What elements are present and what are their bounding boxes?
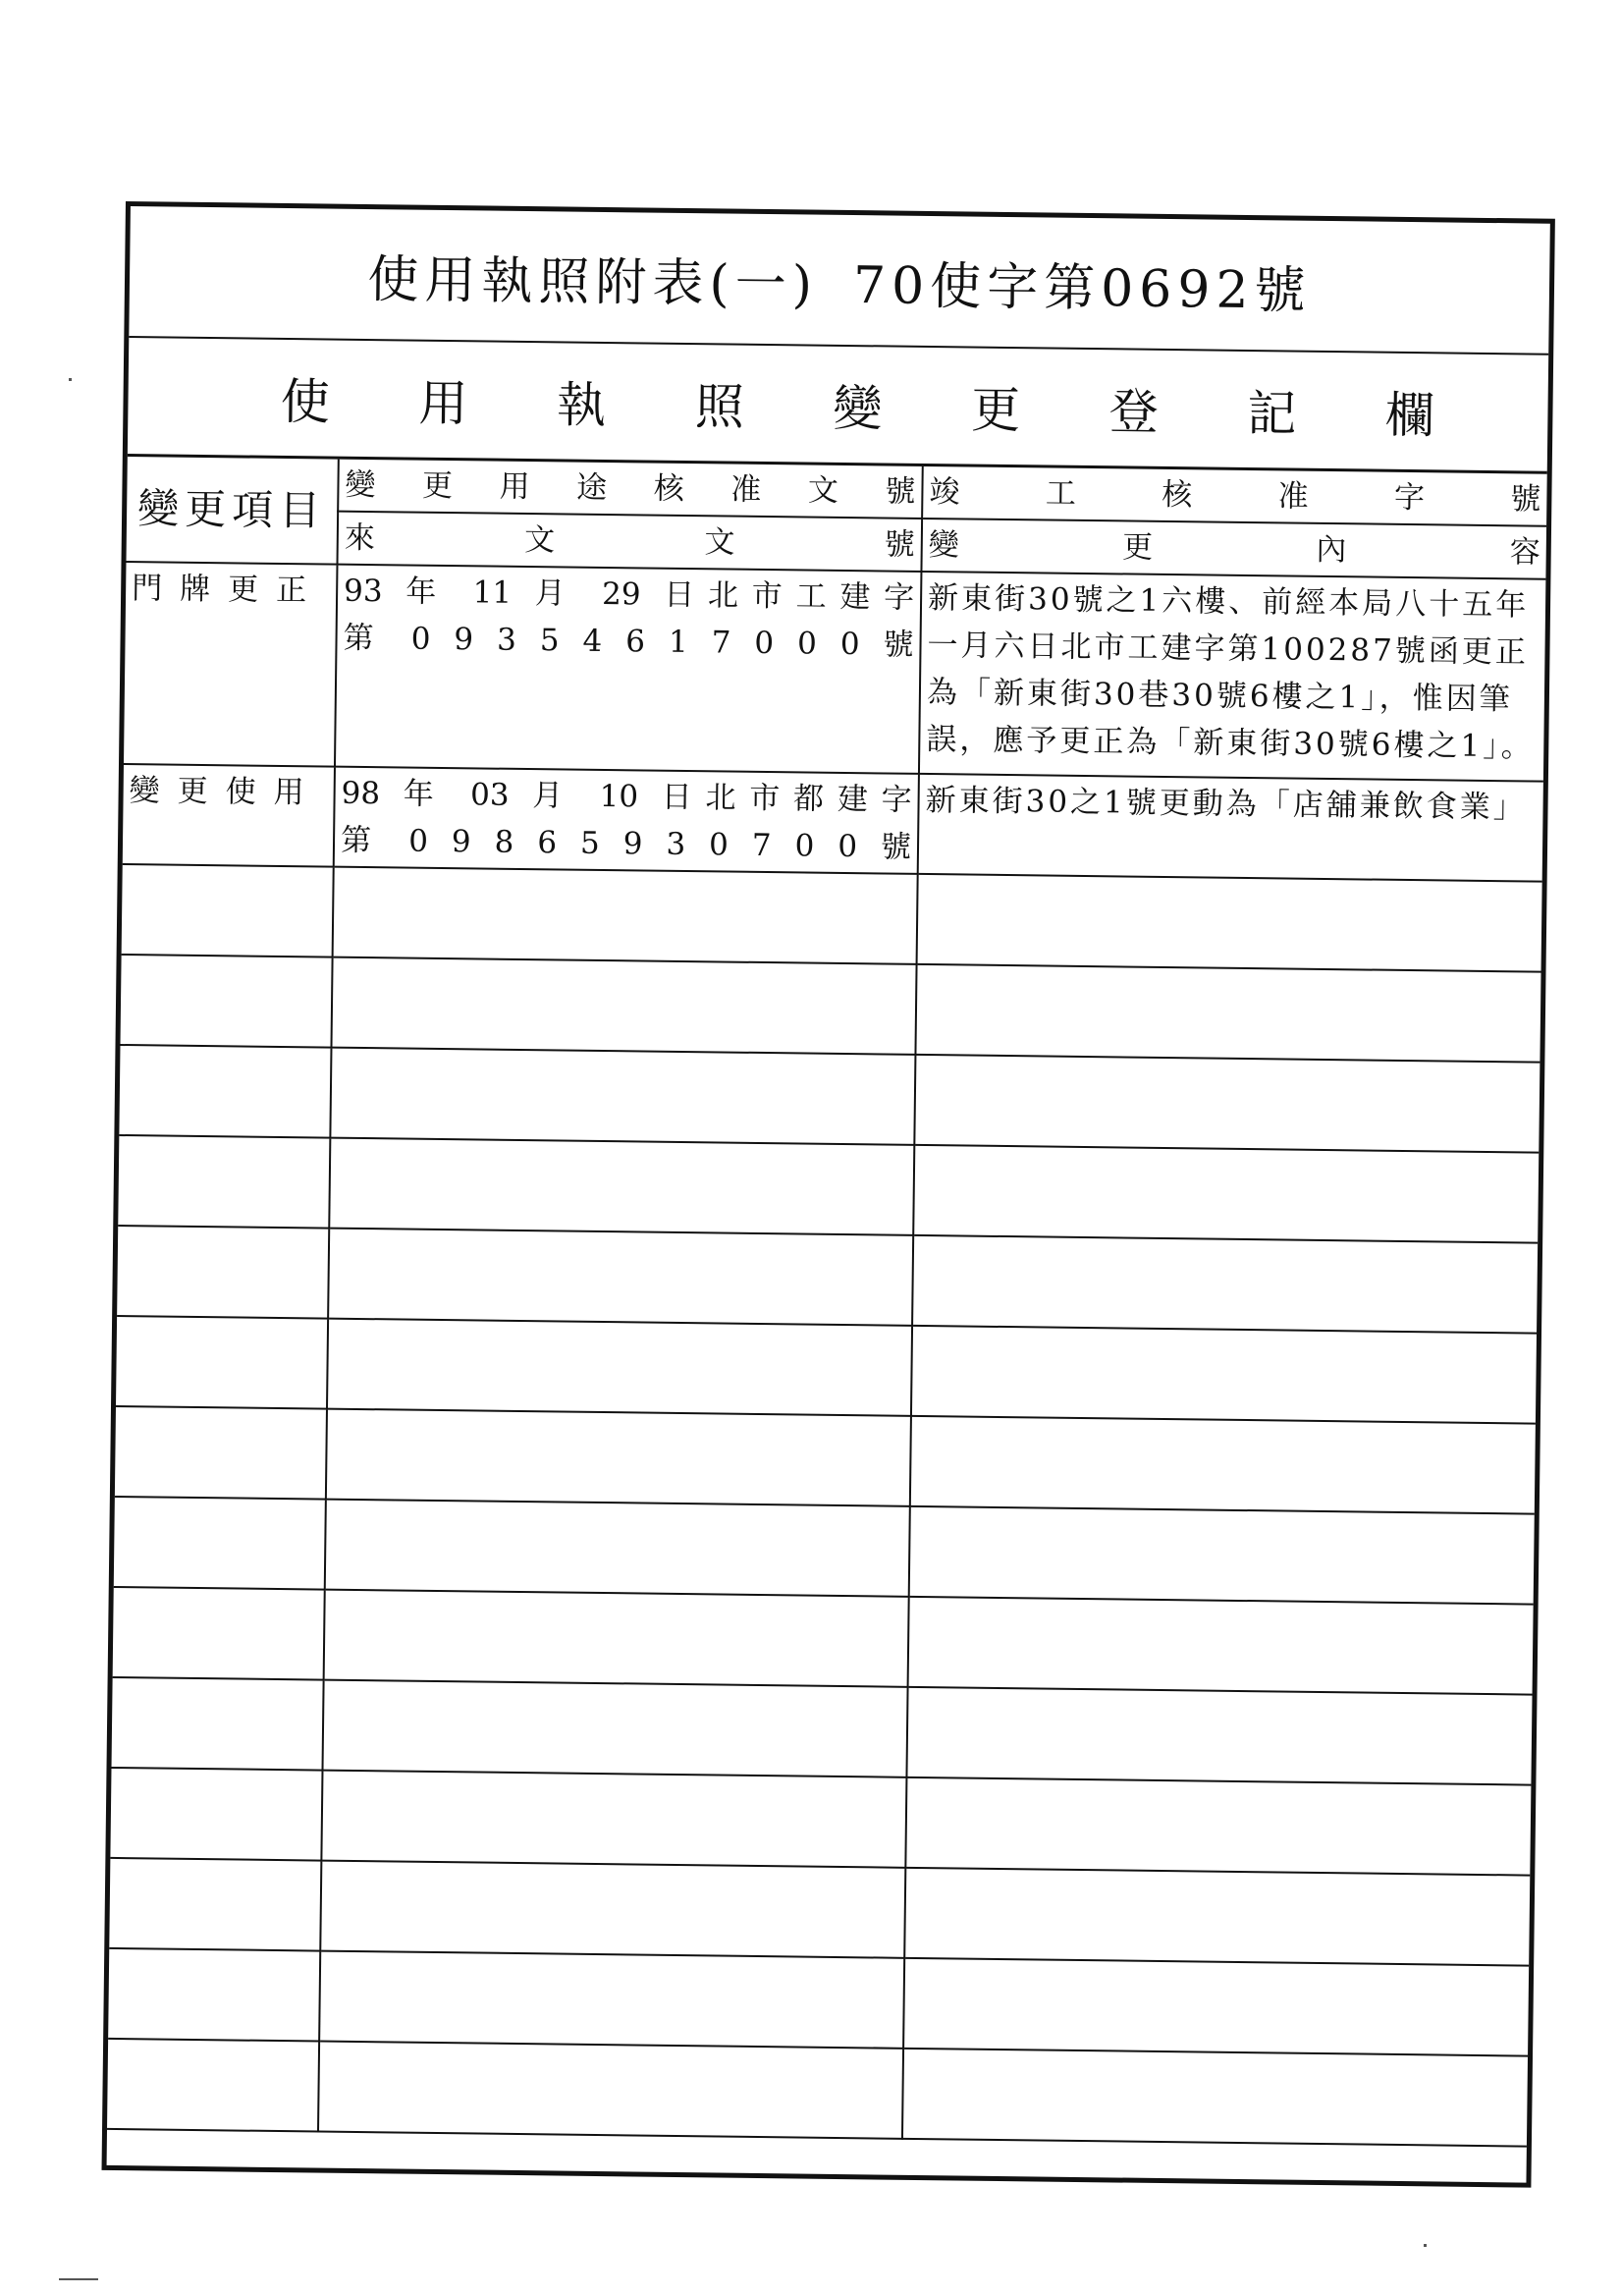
form-license-number: 70使字第0692號 [852, 255, 1312, 321]
empty-row [119, 1045, 1540, 1153]
empty-row [121, 955, 1541, 1063]
empty-row [113, 1587, 1534, 1695]
empty-cell [117, 1226, 329, 1319]
empty-cell [905, 1777, 1531, 1876]
header-char: 更 [421, 467, 454, 505]
license-attachment-form [102, 201, 1555, 2188]
empty-cell [915, 964, 1540, 1063]
empty-row [114, 1497, 1535, 1605]
empty-row [109, 1858, 1530, 1966]
empty-row [115, 1406, 1536, 1514]
header-approval-doc-number [338, 460, 923, 519]
empty-cell [904, 1868, 1530, 1966]
header-char: 容 [1509, 534, 1540, 571]
empty-cell [114, 1497, 326, 1590]
empty-cell [324, 1590, 909, 1687]
empty-cell [325, 1500, 910, 1597]
empty-cell [908, 1597, 1534, 1695]
header-change-content [921, 519, 1546, 579]
empty-row [116, 1316, 1537, 1424]
empty-cell [331, 957, 916, 1055]
empty-row [107, 2039, 1528, 2147]
empty-cell [327, 1319, 912, 1416]
header-char: 竣 [929, 474, 960, 511]
empty-cell [115, 1406, 327, 1500]
empty-cell [909, 1506, 1535, 1605]
empty-cell [319, 1951, 904, 2049]
empty-cell [119, 1045, 331, 1138]
empty-cell [903, 1958, 1529, 2056]
header-char: 途 [575, 469, 608, 507]
empty-cell [917, 874, 1542, 972]
empty-cell [910, 1416, 1536, 1514]
header-char: 准 [730, 471, 762, 508]
record-item-label: 門牌更正 [131, 571, 325, 609]
header-char: 變 [928, 527, 960, 564]
empty-cell [330, 1048, 915, 1145]
record-doc-line2: 第 0 9 3 5 4 6 1 7 0 0 0 號 [343, 620, 914, 663]
record-doc-number [334, 767, 919, 874]
subtitle-char: 記 [1247, 384, 1297, 443]
empty-cell [913, 1145, 1539, 1243]
subtitle-char: 照 [694, 378, 745, 436]
record-doc-number [335, 565, 921, 774]
subtitle-char: 執 [556, 376, 607, 434]
empty-cell [107, 2039, 319, 2132]
empty-cell [326, 1409, 911, 1506]
subtitle-char: 欄 [1384, 386, 1435, 445]
header-char: 號 [884, 526, 915, 563]
empty-cell [109, 1858, 321, 1951]
scan-mark [59, 2278, 98, 2280]
empty-cell [113, 1587, 325, 1680]
form-title [129, 206, 1550, 355]
header-char: 文 [523, 521, 556, 559]
empty-row [122, 864, 1542, 972]
empty-row [108, 1948, 1529, 2056]
empty-cell [320, 1861, 905, 1958]
empty-row [110, 1768, 1531, 1876]
empty-cell [110, 1768, 322, 1861]
empty-cell [121, 955, 333, 1048]
empty-cell [122, 864, 334, 957]
header-completion-number [922, 466, 1547, 526]
empty-cell [914, 1055, 1540, 1153]
empty-cell [902, 2049, 1528, 2147]
header-char: 核 [1161, 476, 1193, 514]
empty-row [112, 1677, 1533, 1785]
header-char: 號 [1510, 481, 1541, 518]
empty-row [117, 1226, 1538, 1334]
header-char: 字 [1393, 479, 1426, 517]
record-content: 新東街30號之1六樓、前經本局八十五年一月六日北市工建字第100287號函更正為「新東街30巷30號6樓之1」，惟因筆誤，應予更正為「新東街30號6樓之1」。 [919, 572, 1545, 782]
empty-cell [322, 1680, 907, 1777]
empty-row [118, 1135, 1539, 1243]
header-char: 變 [345, 466, 376, 504]
empty-cell [318, 2042, 903, 2139]
empty-cell [118, 1135, 330, 1229]
scan-speck [1424, 2244, 1427, 2247]
empty-cell [328, 1229, 913, 1326]
subtitle-char: 用 [418, 374, 468, 433]
subtitle-char: 使 [280, 372, 331, 431]
record-doc-line2: 第 0 9 8 6 5 9 3 0 7 0 0 號 [340, 822, 912, 865]
empty-cell [112, 1677, 324, 1771]
header-char: 工 [1045, 475, 1077, 512]
header-char: 內 [1316, 531, 1347, 569]
subtitle-char: 變 [833, 379, 883, 438]
record-content: 新東街30之1號更動為「店舖兼飲食業」 [918, 774, 1543, 882]
record-doc-line1: 93 年 11 月 29 日北市工建字 [343, 573, 915, 616]
form-subtitle [128, 338, 1548, 474]
subtitle-char: 更 [970, 381, 1021, 440]
header-char: 用 [499, 468, 530, 506]
header-incoming-doc-number [337, 512, 922, 572]
empty-cell [911, 1326, 1537, 1424]
empty-cell [329, 1138, 914, 1235]
empty-cell [912, 1235, 1538, 1334]
record-item [123, 764, 335, 867]
record-item [124, 562, 338, 767]
header-char: 來 [344, 519, 376, 557]
header-change-item: 變更項目 [127, 457, 339, 565]
header-char: 更 [1121, 529, 1154, 566]
scan-speck [69, 378, 72, 381]
subtitle-char: 登 [1108, 383, 1160, 441]
empty-cell [906, 1687, 1532, 1785]
empty-cell [116, 1316, 328, 1409]
empty-cell [321, 1771, 906, 1868]
record-item-label: 變更使用 [129, 773, 322, 811]
record-doc-line1: 98 年 03 月 10 日北市都建字 [341, 775, 912, 818]
empty-cell [108, 1948, 320, 2042]
header-char: 准 [1277, 478, 1309, 515]
header-char: 文 [704, 524, 735, 561]
empty-cell [333, 867, 918, 964]
header-char: 文 [807, 472, 839, 509]
header-char: 號 [885, 473, 916, 510]
form-title-main: 使用執照附表(一) [367, 249, 819, 315]
change-registry-table [107, 457, 1547, 2148]
header-char: 核 [653, 470, 684, 507]
